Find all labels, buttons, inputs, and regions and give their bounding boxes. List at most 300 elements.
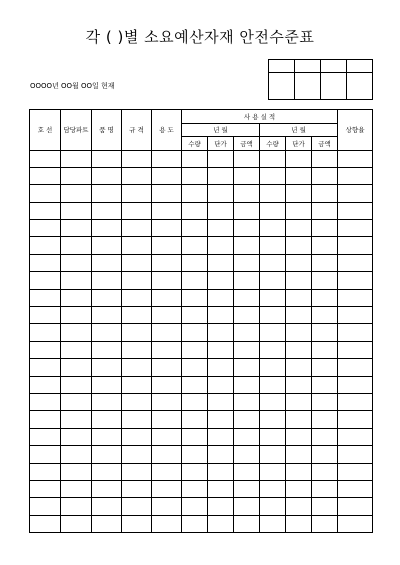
table-cell — [260, 446, 286, 463]
table-cell — [152, 237, 182, 254]
table-cell — [234, 220, 260, 237]
table-cell — [92, 393, 122, 410]
header-item: 품 명 — [92, 110, 122, 151]
budget-table — [29, 109, 373, 533]
table-cell — [208, 220, 234, 237]
table-cell — [338, 202, 373, 219]
table-cell — [208, 272, 234, 289]
table-cell — [122, 167, 152, 184]
table-cell — [122, 463, 152, 480]
table-cell — [260, 289, 286, 306]
table-row — [30, 220, 373, 237]
table-row — [30, 376, 373, 393]
table-cell — [260, 359, 286, 376]
table-cell — [61, 480, 92, 497]
table-cell — [260, 202, 286, 219]
table-cell — [122, 237, 152, 254]
table-cell — [92, 428, 122, 445]
table-cell — [92, 150, 122, 167]
document-title: 각 ( )별 소요예산자재 안전수준표 — [85, 28, 315, 46]
table-row — [30, 411, 373, 428]
table-row — [30, 324, 373, 341]
table-cell — [61, 185, 92, 202]
table-cell — [152, 498, 182, 515]
table-cell — [260, 254, 286, 271]
table-cell — [260, 324, 286, 341]
table-row — [30, 272, 373, 289]
table-cell — [312, 446, 338, 463]
table-cell — [312, 463, 338, 480]
table-cell — [182, 480, 208, 497]
table-cell — [152, 341, 182, 358]
table-cell — [182, 254, 208, 271]
table-cell — [338, 359, 373, 376]
table-cell — [182, 202, 208, 219]
table-cell — [122, 272, 152, 289]
table-cell — [61, 341, 92, 358]
table-cell — [312, 220, 338, 237]
approval-cell — [321, 73, 347, 100]
table-cell — [122, 254, 152, 271]
table-row — [30, 254, 373, 271]
table-cell — [286, 167, 312, 184]
table-cell — [92, 254, 122, 271]
table-cell — [286, 185, 312, 202]
table-cell — [286, 220, 312, 237]
table-cell — [61, 254, 92, 271]
table-cell — [260, 185, 286, 202]
table-cell — [338, 428, 373, 445]
table-cell — [338, 272, 373, 289]
table-cell — [182, 498, 208, 515]
table-cell — [286, 393, 312, 410]
table-cell — [260, 341, 286, 358]
date-line: OOOO년 OO월 OO일 현재 — [30, 82, 115, 90]
table-cell — [208, 185, 234, 202]
table-cell — [152, 393, 182, 410]
table-cell — [234, 272, 260, 289]
table-cell — [182, 446, 208, 463]
table-cell — [338, 498, 373, 515]
table-cell — [260, 150, 286, 167]
table-cell — [208, 167, 234, 184]
table-cell — [61, 446, 92, 463]
table-row — [30, 498, 373, 515]
approval-cell — [295, 73, 321, 100]
table-cell — [208, 393, 234, 410]
table-row — [30, 341, 373, 358]
table-cell — [152, 515, 182, 532]
table-cell — [152, 220, 182, 237]
table-cell — [182, 376, 208, 393]
table-cell — [312, 167, 338, 184]
table-cell — [30, 446, 61, 463]
table-cell — [234, 498, 260, 515]
table-cell — [61, 393, 92, 410]
approval-cell — [269, 73, 295, 100]
table-cell — [152, 463, 182, 480]
table-cell — [260, 515, 286, 532]
table-cell — [92, 498, 122, 515]
table-cell — [208, 307, 234, 324]
table-cell — [234, 289, 260, 306]
table-cell — [61, 167, 92, 184]
table-cell — [286, 289, 312, 306]
table-cell — [338, 324, 373, 341]
header-standard: 상향율 — [338, 110, 373, 151]
table-cell — [286, 272, 312, 289]
table-cell — [30, 480, 61, 497]
table-cell — [30, 307, 61, 324]
table-cell — [92, 202, 122, 219]
table-cell — [30, 376, 61, 393]
table-cell — [312, 237, 338, 254]
table-cell — [208, 324, 234, 341]
table-cell — [92, 307, 122, 324]
table-cell — [234, 150, 260, 167]
table-cell — [152, 254, 182, 271]
table-cell — [312, 307, 338, 324]
table-cell — [182, 167, 208, 184]
table-cell — [122, 393, 152, 410]
table-cell — [312, 393, 338, 410]
table-cell — [182, 359, 208, 376]
table-cell — [182, 185, 208, 202]
table-cell — [286, 463, 312, 480]
table-cell — [182, 341, 208, 358]
table-cell — [234, 359, 260, 376]
table-cell — [234, 237, 260, 254]
table-cell — [312, 428, 338, 445]
table-cell — [208, 498, 234, 515]
table-cell — [312, 480, 338, 497]
table-cell — [92, 167, 122, 184]
table-cell — [234, 307, 260, 324]
table-cell — [286, 411, 312, 428]
table-cell — [152, 150, 182, 167]
table-cell — [260, 498, 286, 515]
table-cell — [92, 237, 122, 254]
table-cell — [92, 515, 122, 532]
table-cell — [338, 167, 373, 184]
table-cell — [30, 185, 61, 202]
header-price: 단가 — [286, 137, 312, 151]
table-cell — [182, 237, 208, 254]
table-cell — [234, 324, 260, 341]
table-cell — [30, 428, 61, 445]
table-cell — [30, 393, 61, 410]
table-cell — [182, 272, 208, 289]
table-cell — [61, 150, 92, 167]
table-cell — [122, 341, 152, 358]
table-cell — [61, 202, 92, 219]
table-cell — [260, 220, 286, 237]
table-cell — [152, 480, 182, 497]
table-cell — [286, 254, 312, 271]
approval-cell — [347, 73, 373, 100]
table-cell — [152, 167, 182, 184]
approval-sign-row — [269, 73, 373, 100]
table-cell — [30, 359, 61, 376]
table-cell — [30, 341, 61, 358]
table-cell — [234, 515, 260, 532]
table-cell — [208, 376, 234, 393]
table-cell — [92, 341, 122, 358]
table-cell — [122, 150, 152, 167]
table-cell — [312, 411, 338, 428]
table-cell — [260, 393, 286, 410]
table-cell — [92, 463, 122, 480]
table-cell — [122, 428, 152, 445]
table-cell — [208, 463, 234, 480]
table-cell — [182, 150, 208, 167]
table-row — [30, 150, 373, 167]
table-cell — [338, 446, 373, 463]
table-cell — [312, 289, 338, 306]
table-cell — [30, 202, 61, 219]
table-cell — [338, 463, 373, 480]
table-cell — [234, 393, 260, 410]
table-cell — [61, 289, 92, 306]
table-cell — [208, 428, 234, 445]
table-cell — [92, 220, 122, 237]
table-cell — [234, 254, 260, 271]
table-cell — [260, 307, 286, 324]
table-cell — [61, 220, 92, 237]
table-row — [30, 463, 373, 480]
header-spec: 규 격 — [122, 110, 152, 151]
table-cell — [338, 220, 373, 237]
table-cell — [208, 411, 234, 428]
table-cell — [122, 202, 152, 219]
table-cell — [338, 376, 373, 393]
table-cell — [312, 359, 338, 376]
table-cell — [286, 446, 312, 463]
table-cell — [182, 463, 208, 480]
table-cell — [61, 498, 92, 515]
table-cell — [122, 185, 152, 202]
table-cell — [152, 324, 182, 341]
approval-cell — [347, 60, 373, 73]
table-cell — [312, 515, 338, 532]
table-cell — [234, 341, 260, 358]
table-cell — [92, 272, 122, 289]
header-qty: 수량 — [260, 137, 286, 151]
table-cell — [260, 480, 286, 497]
table-cell — [234, 202, 260, 219]
table-cell — [338, 307, 373, 324]
table-row — [30, 237, 373, 254]
table-cell — [61, 359, 92, 376]
table-cell — [338, 515, 373, 532]
table-cell — [122, 498, 152, 515]
header-amount: 금액 — [312, 137, 338, 151]
table-cell — [234, 463, 260, 480]
table-cell — [152, 359, 182, 376]
table-cell — [234, 185, 260, 202]
table-cell — [312, 376, 338, 393]
header-ship: 호 선 — [30, 110, 61, 151]
table-cell — [234, 411, 260, 428]
table-cell — [61, 307, 92, 324]
table-cell — [286, 498, 312, 515]
table-cell — [234, 480, 260, 497]
table-cell — [338, 254, 373, 271]
header-price: 단가 — [208, 137, 234, 151]
table-cell — [338, 341, 373, 358]
table-cell — [152, 446, 182, 463]
table-cell — [312, 202, 338, 219]
table-cell — [208, 341, 234, 358]
table-cell — [338, 289, 373, 306]
table-cell — [286, 515, 312, 532]
table-cell — [152, 185, 182, 202]
table-cell — [61, 463, 92, 480]
table-cell — [182, 220, 208, 237]
header-dept: 담당파트 — [61, 110, 92, 151]
header-actual-usage: 사 용 실 적 — [182, 110, 338, 124]
table-cell — [312, 185, 338, 202]
table-cell — [92, 480, 122, 497]
table-cell — [286, 428, 312, 445]
table-cell — [61, 237, 92, 254]
header-amount: 금액 — [234, 137, 260, 151]
table-cell — [92, 185, 122, 202]
table-cell — [338, 480, 373, 497]
table-cell — [152, 272, 182, 289]
table-cell — [152, 202, 182, 219]
table-cell — [92, 359, 122, 376]
table-cell — [312, 324, 338, 341]
table-row — [30, 480, 373, 497]
table-cell — [61, 272, 92, 289]
approval-header-row — [269, 60, 373, 73]
table-cell — [182, 307, 208, 324]
table-row — [30, 202, 373, 219]
table-cell — [234, 167, 260, 184]
table-cell — [234, 428, 260, 445]
table-cell — [234, 376, 260, 393]
table-cell — [30, 150, 61, 167]
table-row — [30, 185, 373, 202]
table-row — [30, 515, 373, 532]
table-cell — [208, 446, 234, 463]
table-cell — [30, 167, 61, 184]
table-cell — [30, 463, 61, 480]
table-cell — [286, 324, 312, 341]
table-cell — [286, 376, 312, 393]
table-cell — [30, 220, 61, 237]
table-cell — [182, 393, 208, 410]
table-cell — [30, 411, 61, 428]
table-cell — [286, 202, 312, 219]
table-cell — [92, 411, 122, 428]
table-cell — [92, 289, 122, 306]
table-cell — [152, 428, 182, 445]
header-period-1: 년 월 — [182, 123, 260, 137]
table-cell — [338, 411, 373, 428]
table-cell — [312, 498, 338, 515]
table-cell — [260, 272, 286, 289]
table-cell — [208, 237, 234, 254]
table-cell — [182, 289, 208, 306]
table-cell — [260, 428, 286, 445]
table-cell — [152, 289, 182, 306]
table-cell — [182, 411, 208, 428]
table-cell — [260, 167, 286, 184]
table-cell — [312, 254, 338, 271]
table-cell — [122, 324, 152, 341]
table-cell — [61, 324, 92, 341]
table-row — [30, 446, 373, 463]
table-cell — [122, 289, 152, 306]
table-cell — [312, 272, 338, 289]
table-cell — [122, 446, 152, 463]
table-cell — [30, 515, 61, 532]
table-cell — [182, 324, 208, 341]
table-cell — [152, 376, 182, 393]
approval-cell — [321, 60, 347, 73]
table-cell — [208, 480, 234, 497]
table-cell — [92, 324, 122, 341]
table-cell — [338, 185, 373, 202]
table-cell — [312, 341, 338, 358]
table-cell — [338, 150, 373, 167]
table-cell — [61, 428, 92, 445]
table-cell — [208, 150, 234, 167]
table-cell — [286, 359, 312, 376]
table-cell — [122, 307, 152, 324]
table-cell — [286, 341, 312, 358]
table-cell — [30, 237, 61, 254]
table-cell — [260, 376, 286, 393]
header-period-2: 년 월 — [260, 123, 338, 137]
table-row — [30, 428, 373, 445]
table-cell — [30, 272, 61, 289]
approval-cell — [295, 60, 321, 73]
table-cell — [61, 411, 92, 428]
table-cell — [122, 480, 152, 497]
table-cell — [208, 254, 234, 271]
table-cell — [122, 376, 152, 393]
approval-cell — [269, 60, 295, 73]
table-cell — [338, 393, 373, 410]
table-row — [30, 393, 373, 410]
table-cell — [152, 411, 182, 428]
table-cell — [61, 515, 92, 532]
table-cell — [286, 150, 312, 167]
table-cell — [260, 463, 286, 480]
table-cell — [286, 480, 312, 497]
table-cell — [122, 220, 152, 237]
table-cell — [286, 237, 312, 254]
table-cell — [30, 254, 61, 271]
table-row — [30, 167, 373, 184]
table-cell — [30, 498, 61, 515]
header-qty: 수량 — [182, 137, 208, 151]
table-cell — [208, 202, 234, 219]
table-cell — [92, 446, 122, 463]
table-cell — [122, 515, 152, 532]
table-cell — [208, 515, 234, 532]
table-cell — [30, 289, 61, 306]
table-cell — [208, 289, 234, 306]
table-cell — [286, 307, 312, 324]
table-cell — [208, 359, 234, 376]
table-cell — [312, 150, 338, 167]
table-cell — [92, 376, 122, 393]
header-use: 용 도 — [152, 110, 182, 151]
